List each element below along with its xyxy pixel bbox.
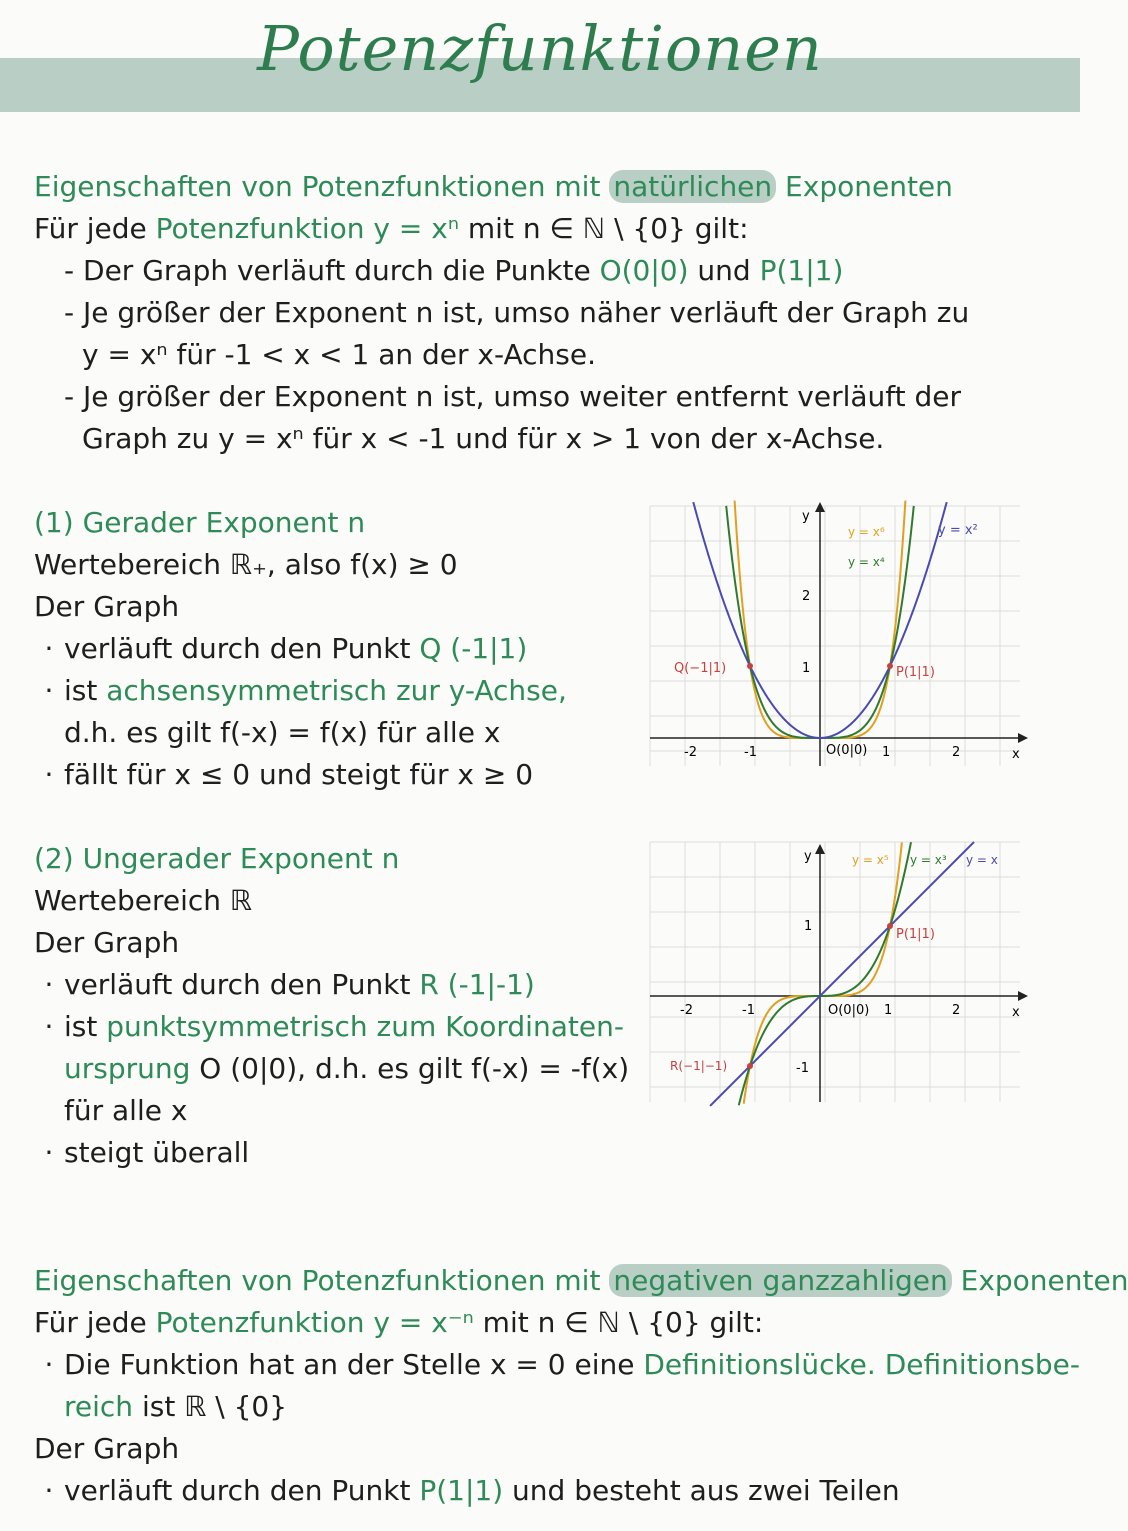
section-odd-exponent bbox=[34, 838, 629, 1174]
point-p-label: P(1|1) bbox=[896, 927, 935, 942]
curve-label-x5: y = x⁵ bbox=[852, 853, 889, 867]
odd-graph-label: Der Graph bbox=[34, 926, 180, 959]
bullet-3-line-2: Graph zu y = xⁿ für x < -1 und für x > 1 von der x-Achse. bbox=[82, 422, 885, 455]
x-tick-label: -1 bbox=[742, 1003, 755, 1018]
even-bullet-1: · verläuft durch den Punkt Q (-1|1) bbox=[44, 632, 528, 665]
section2-bullet-1-cont: reich ist ℝ \ {0} bbox=[64, 1390, 288, 1423]
x-axis-label: x bbox=[1012, 747, 1020, 762]
x-tick-label: -2 bbox=[680, 1003, 693, 1018]
x-axis-label: x bbox=[1012, 1005, 1020, 1020]
section-negative-exponents bbox=[34, 1260, 1128, 1512]
bullet-2-line-2: y = xⁿ für -1 < x < 1 an der x-Achse. bbox=[82, 338, 596, 371]
point-q-label: Q(−1|1) bbox=[674, 661, 727, 676]
even-heading: (1) Gerader Exponent n bbox=[34, 506, 366, 539]
section-even-exponent bbox=[34, 502, 567, 796]
point-q bbox=[747, 663, 753, 669]
section2-intro: Für jede Potenzfunktion y = x⁻ⁿ mit n ∈ ℕ \ {0} gilt: bbox=[34, 1306, 764, 1339]
even-bullet-3: · fällt für x ≤ 0 und steigt für x ≥ 0 bbox=[44, 758, 534, 791]
x-axis-arrow bbox=[1018, 991, 1028, 1001]
odd-bullet-3: · steigt überall bbox=[44, 1136, 250, 1169]
x-axis-arrow bbox=[1018, 733, 1028, 743]
even-bullet-2-cont: d.h. es gilt f(-x) = f(x) für alle x bbox=[64, 716, 501, 749]
section2-bullet-2: · verläuft durch den Punkt P(1|1) und besteht aus zwei Teilen bbox=[44, 1474, 900, 1507]
odd-heading: (2) Ungerader Exponent n bbox=[34, 842, 400, 875]
bullet-1: - Der Graph verläuft durch die Punkte O(0|0) und P(1|1) bbox=[64, 254, 844, 287]
section2-heading: Eigenschaften von Potenzfunktionen mit negativen ganzzahligen Exponenten bbox=[34, 1264, 1128, 1297]
point-p bbox=[887, 923, 893, 929]
y-tick-label: -1 bbox=[796, 1061, 809, 1076]
point-p-label: P(1|1) bbox=[896, 665, 935, 680]
odd-range: Wertebereich ℝ bbox=[34, 884, 253, 917]
curve-x5 bbox=[744, 843, 902, 1104]
highlight: natürlichen bbox=[609, 170, 776, 203]
point-r bbox=[747, 1063, 753, 1069]
curve-label-x4: y = x⁴ bbox=[848, 555, 885, 569]
odd-bullet-2: · ist punktsymmetrisch zum Koordinaten- bbox=[44, 1010, 624, 1043]
x-tick-label: -1 bbox=[744, 745, 757, 760]
x-tick-label: 2 bbox=[952, 1003, 961, 1018]
point-o-label: O(0|0) bbox=[828, 1003, 870, 1018]
y-axis-arrow bbox=[815, 502, 825, 512]
odd-bullet-2-cont: ursprung O (0|0), d.h. es gilt f(-x) = -f(x) bbox=[64, 1052, 630, 1085]
point-r-label: R(−1|−1) bbox=[670, 1059, 728, 1073]
y-axis-label: y bbox=[802, 509, 810, 524]
section2-graph-label: Der Graph bbox=[34, 1432, 180, 1465]
bullet-3-line-1: - Je größer der Exponent n ist, umso weiter entfernt verläuft der bbox=[64, 380, 962, 413]
y-tick-label: 1 bbox=[804, 919, 813, 934]
section-heading: Eigenschaften von Potenzfunktionen mit natürlichen Exponenten bbox=[34, 170, 953, 203]
y-tick-label: 1 bbox=[802, 661, 811, 676]
odd-bullet-1: · verläuft durch den Punkt R (-1|-1) bbox=[44, 968, 535, 1001]
intro-line: Für jede Potenzfunktion y = xⁿ mit n ∈ ℕ \ {0} gilt: bbox=[34, 212, 749, 245]
x-tick-label: -2 bbox=[684, 745, 697, 760]
y-tick-label: 2 bbox=[802, 589, 811, 604]
graph-odd-exponents bbox=[640, 838, 1040, 1108]
bullet-2-line-1: - Je größer der Exponent n ist, umso näher verläuft der Graph zu bbox=[64, 296, 970, 329]
section2-bullet-1: · Die Funktion hat an der Stelle x = 0 eine Definitionslücke. Definitionsbe- bbox=[44, 1348, 1080, 1381]
section-natural-exponents bbox=[34, 166, 969, 460]
even-graph-label: Der Graph bbox=[34, 590, 180, 623]
y-axis-label: y bbox=[804, 849, 812, 864]
even-bullet-2: · ist achsensymmetrisch zur y-Achse, bbox=[44, 674, 567, 707]
curve-label-x3: y = x³ bbox=[910, 853, 947, 867]
x-tick-label: 1 bbox=[884, 1003, 893, 1018]
x-tick-label: 1 bbox=[882, 745, 891, 760]
curve-label-x6: y = x⁶ bbox=[848, 525, 885, 539]
curve-label-x1: y = x bbox=[966, 853, 998, 867]
even-range: Wertebereich ℝ₊, also f(x) ≥ 0 bbox=[34, 548, 458, 581]
point-p bbox=[887, 663, 893, 669]
point-o-label: O(0|0) bbox=[826, 743, 868, 758]
page-title: Potenzfunktionen bbox=[257, 12, 823, 85]
graph-even-exponents bbox=[640, 496, 1040, 776]
odd-bullet-2-cont2: für alle x bbox=[64, 1094, 188, 1127]
curve-label-x2: y = x² bbox=[938, 523, 978, 538]
x-tick-label: 2 bbox=[952, 745, 961, 760]
highlight: negativen ganzzahligen bbox=[609, 1264, 951, 1297]
y-axis-arrow bbox=[815, 844, 825, 854]
